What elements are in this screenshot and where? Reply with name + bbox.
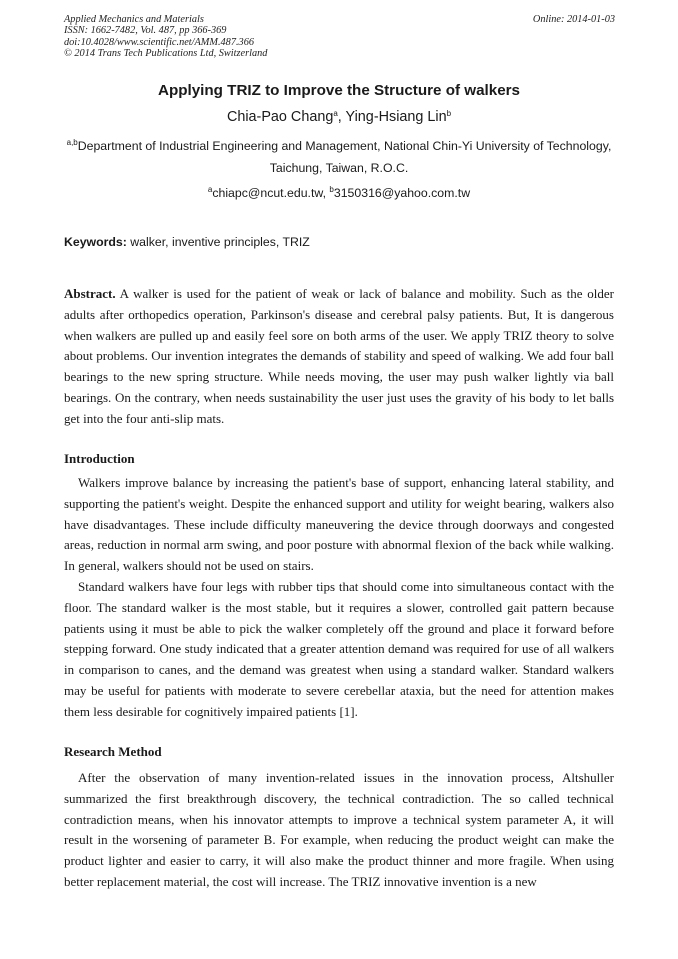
author-name: Chia-Pao Chang: [226, 109, 334, 125]
section-heading-introduction: Introduction: [64, 451, 135, 466]
journal-doi: doi:10.4028/www.scientific.net/AMM.487.366: [64, 36, 254, 48]
abstract: [64, 284, 614, 430]
email-superscript: b: [329, 185, 334, 194]
author-superscript: b: [446, 109, 452, 118]
affiliation-superscript: a,b: [66, 138, 78, 147]
journal-copyright: © 2014 Trans Tech Publications Ltd, Switzerland: [64, 48, 268, 60]
introduction-paragraph: Walkers improve balance by increasing the patient's base of support, enhancing lateral stability, and supporting the patient's weight. Despite the enhanced support and utility for weight bearing, walkers also have disadvantages. These include difficulty maneuvering the device through doorways and congested areas, reduction in normal arm swing, and poor posture with abnormal flexion of the back while walking. In general, walkers should not be used on stairs.: [64, 475, 614, 574]
author-separator: ,: [337, 109, 346, 125]
abstract-label: Abstract.: [64, 286, 116, 301]
author-superscript: a: [333, 109, 338, 118]
abstract-text: A walker is used for the patient of weak or lack of balance and mobility. Such as the older adults after orthopedics operation, Parkinson's disease and cerebral palsy patients. But, It is dangerous when walkers are pulled up and easily feel sore on both arms of the user. We apply TRIZ theory to solve about problems. Our invention integrates the demands of stability and speed of walking. We add four ball bearings to the new spring structure. While needs moving, the user may push walker lightly via ball bearings. On the contrary, when needs sustainability the user just uses the gravity of his body to let balls get into the four anti-slip mats.: [64, 286, 614, 426]
journal-header: [64, 14, 267, 60]
keywords-text: walker, inventive principles, TRIZ: [126, 235, 310, 249]
email-separator: ,: [322, 186, 330, 200]
online-date: Online: 2014-01-03: [532, 14, 615, 25]
section-heading-research-method: Research Method: [64, 744, 162, 759]
affiliation-text: Department of Industrial Engineering and Management, National Chin-Yi University of Technology, Taichung, Taiwan, R.O.C.: [77, 139, 612, 175]
email-superscript: a: [207, 185, 213, 194]
author-list: [0, 107, 678, 127]
keywords: [64, 232, 614, 252]
paper-title: Applying TRIZ to Improve the Structure of walkers: [157, 82, 521, 99]
journal-name: Applied Mechanics and Materials: [64, 14, 204, 25]
email-address[interactable]: 3150316@yahoo.com.tw: [333, 186, 471, 200]
introduction-paragraph: Standard walkers have four legs with rubber tips that should come into simultaneous contact with the floor. The standard walker is the most stable, but it requires a slower, controlled gait pattern because patients using it must be able to pick the walker completely off the ground and place it forward before stepping forward. One study indicated that a greater attention demand was required for use of all walkers in comparison to canes, and the demand was greatest when using a standard walker. Standard walkers may be useful for patients with moderate to severe cerebellar ataxia, but the need for attention makes them less desirable for cognitively impaired patients [1].: [64, 579, 614, 719]
affiliation: [64, 135, 614, 179]
research-method-paragraph: After the observation of many invention-related issues in the innovation process, Altshuller summarized the first breakthrough discovery, the technical contradiction. The so called technical contradiction means, when his innovator attempts to improve a technical system parameter A, it will result in the worsening of parameter B. For example, when reducing the product weight can make the product lighter and easier to carry, it will also make the product thinner and more fragile. When using better replacement material, the cost will increase. The TRIZ innovative invention is a new: [64, 770, 614, 889]
journal-issn: ISSN: 1662-7482, Vol. 487, pp 366-369: [64, 25, 227, 37]
email-list: [0, 183, 678, 203]
keywords-label: Keywords:: [64, 235, 127, 249]
author-name: Ying-Hsiang Lin: [345, 109, 447, 125]
email-address[interactable]: chiapc@ncut.edu.tw: [212, 186, 323, 200]
